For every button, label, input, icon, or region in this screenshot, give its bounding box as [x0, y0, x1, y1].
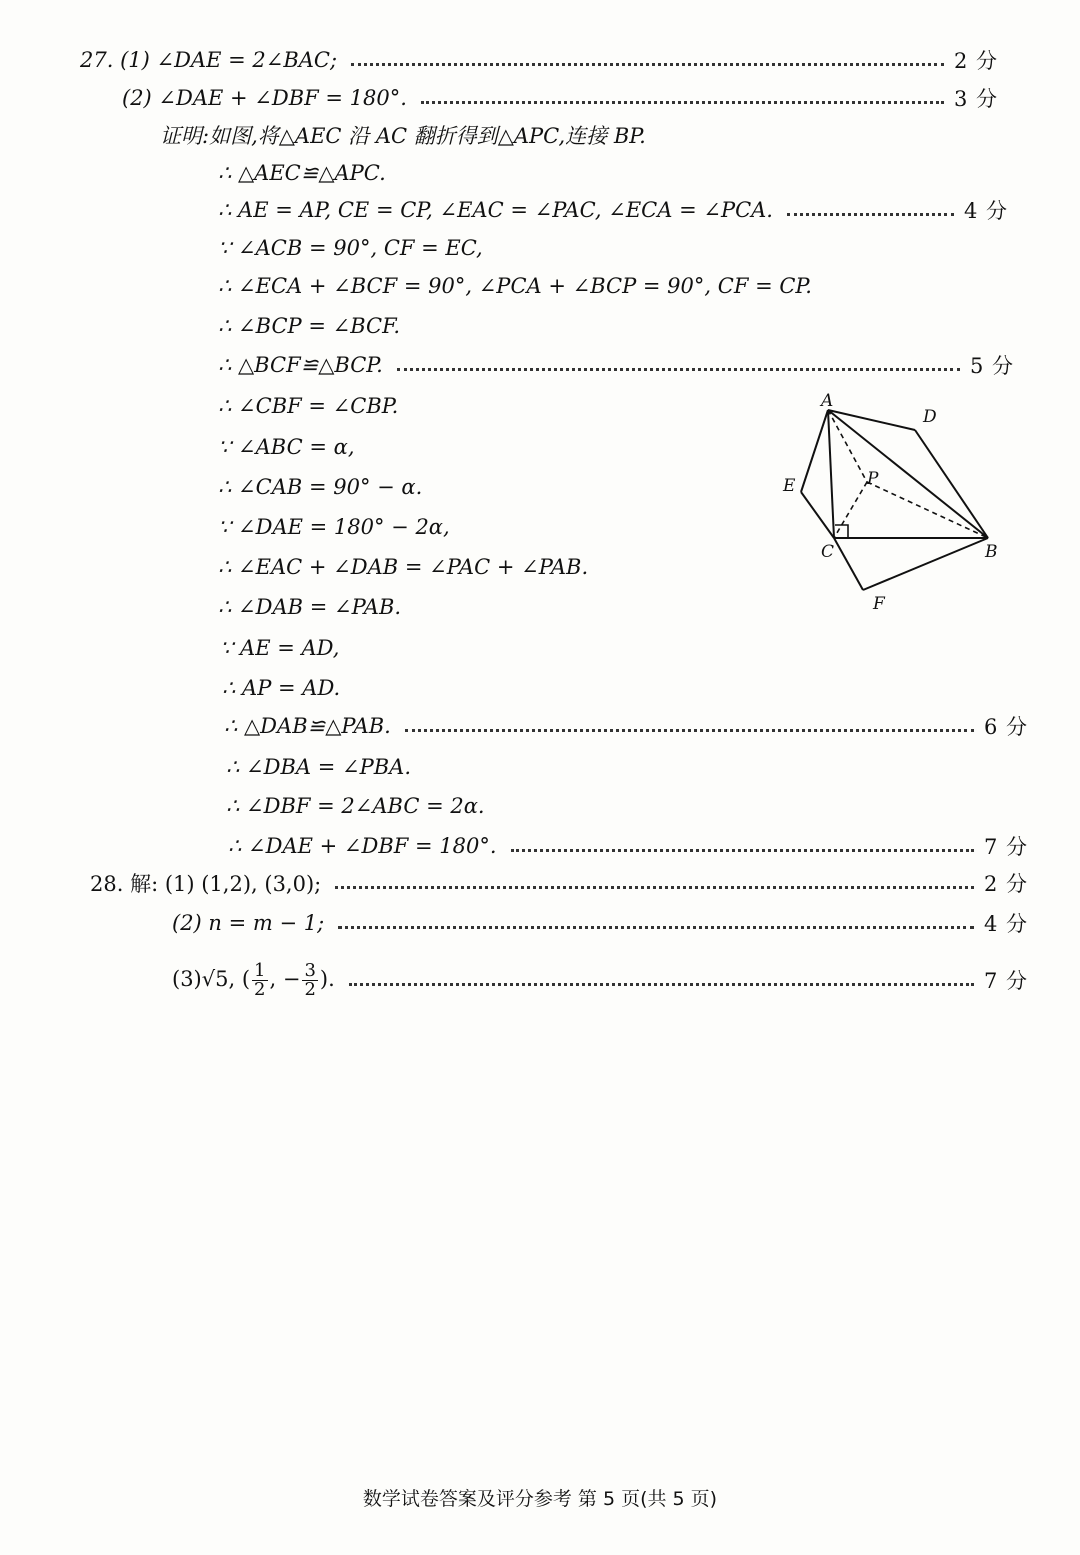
score-label: 7 分	[983, 969, 1028, 993]
leader-dots	[351, 63, 944, 66]
leader-dots	[335, 886, 974, 889]
page-footer: 数学试卷答案及评分参考 第 5 页(共 5 页)	[362, 1488, 718, 1510]
leader-dots	[405, 729, 974, 732]
leader-dots	[421, 101, 944, 104]
score-label: 4 分	[983, 912, 1028, 936]
proof-step: ∵ ∠ACB = 90°, CF = EC,	[218, 236, 483, 260]
score-label: 2 分	[983, 872, 1028, 896]
proof-step: ∴ AP = AD.	[222, 676, 341, 700]
proof-step: ∴ ∠DAE + ∠DBF = 180°. 7 分	[228, 829, 1028, 863]
segment-AE	[801, 410, 828, 492]
proof-step: ∴ ∠ECA + ∠BCF = 90°, ∠PCA + ∠BCP = 90°, CF = CP.	[218, 274, 812, 298]
fraction-three-halves: $\frac{3}{2}$	[304, 959, 316, 1000]
score-label: 2 分	[953, 49, 998, 73]
q28-part2-line	[172, 906, 1028, 940]
proof-step: ∴ ∠DAB = ∠PAB.	[218, 595, 402, 619]
point-label-B: B	[985, 542, 998, 562]
leader-dots	[338, 926, 974, 929]
point-label-D: D	[923, 407, 937, 427]
point-label-A: A	[821, 391, 834, 411]
q27-part1-line	[80, 43, 998, 77]
score-label: 4 分	[963, 199, 1008, 223]
fraction-one-half: $\frac{1}{2}$	[254, 959, 266, 1000]
proof-step: ∵ AE = AD,	[220, 636, 340, 660]
segment-CF	[834, 538, 863, 590]
geometry-figure	[775, 385, 1020, 620]
leader-dots	[397, 368, 960, 371]
q27-part2-line	[122, 81, 998, 115]
q27-part2-answer: (2) ∠DAE + ∠DBF = 180°.	[122, 86, 407, 110]
proof-step: ∴ ∠DBA = ∠PBA.	[226, 755, 412, 779]
score-label: 3 分	[953, 87, 998, 111]
segment-AC	[828, 410, 834, 538]
q27-part1-answer: 27. (1) ∠DAE = 2∠BAC;	[80, 48, 338, 72]
proof-step: ∴ ∠BCP = ∠BCF.	[218, 314, 401, 338]
proof-step: ∵ ∠ABC = α,	[218, 435, 355, 459]
q28-part3-line	[172, 958, 1028, 1002]
proof-step: ∴ △DAB≌△PAB. 6 分	[224, 709, 1028, 743]
score-label: 6 分	[983, 715, 1028, 739]
proof-step: ∴ △BCF≌△BCP. 5 分	[218, 348, 1014, 382]
point-label-C: C	[821, 542, 835, 562]
point-label-E: E	[783, 476, 796, 496]
leader-dots	[349, 983, 974, 986]
dashed-segment-AP	[828, 410, 867, 482]
score-label: 7 分	[983, 835, 1028, 859]
proof-step: ∴ AE = AP, CE = CP, ∠EAC = ∠PAC, ∠ECA = ∠PCA. 4 分	[218, 193, 1008, 227]
point-label-P: P	[867, 469, 879, 489]
q28-part1-answer: 28. 解: (1) (1,2), (3,0);	[90, 872, 322, 896]
segment-FB	[863, 538, 988, 590]
score-label: 5 分	[969, 354, 1014, 378]
leader-dots	[511, 849, 974, 852]
proof-step: ∴ ∠CBF = ∠CBP.	[218, 394, 399, 418]
proof-step: ∴ ∠CAB = 90° − α.	[218, 475, 423, 499]
dashed-segment-PC	[834, 482, 867, 538]
proof-step: ∵ ∠DAE = 180° − 2α,	[218, 515, 450, 539]
q28-part2-answer: (2) n = m − 1;	[172, 911, 325, 935]
leader-dots	[787, 213, 954, 216]
proof-step: ∴ ∠EAC + ∠DAB = ∠PAC + ∠PAB.	[218, 555, 589, 579]
proof-step: ∴ ∠DBF = 2∠ABC = 2α.	[226, 794, 485, 818]
q28-part3-answer: (3)√5, ( $\frac{1}{2}$ , − $\frac{3}{2}$ ).	[172, 959, 335, 1000]
proof-step: ∴ △AEC≌△APC.	[218, 161, 386, 185]
q27-proof-intro: 证明:如图,将△AEC 沿 AC 翻折得到△APC,连接 BP.	[160, 124, 646, 148]
point-label-F: F	[873, 594, 885, 614]
q28-part1-line	[90, 866, 1028, 900]
segment-EC	[801, 492, 834, 538]
